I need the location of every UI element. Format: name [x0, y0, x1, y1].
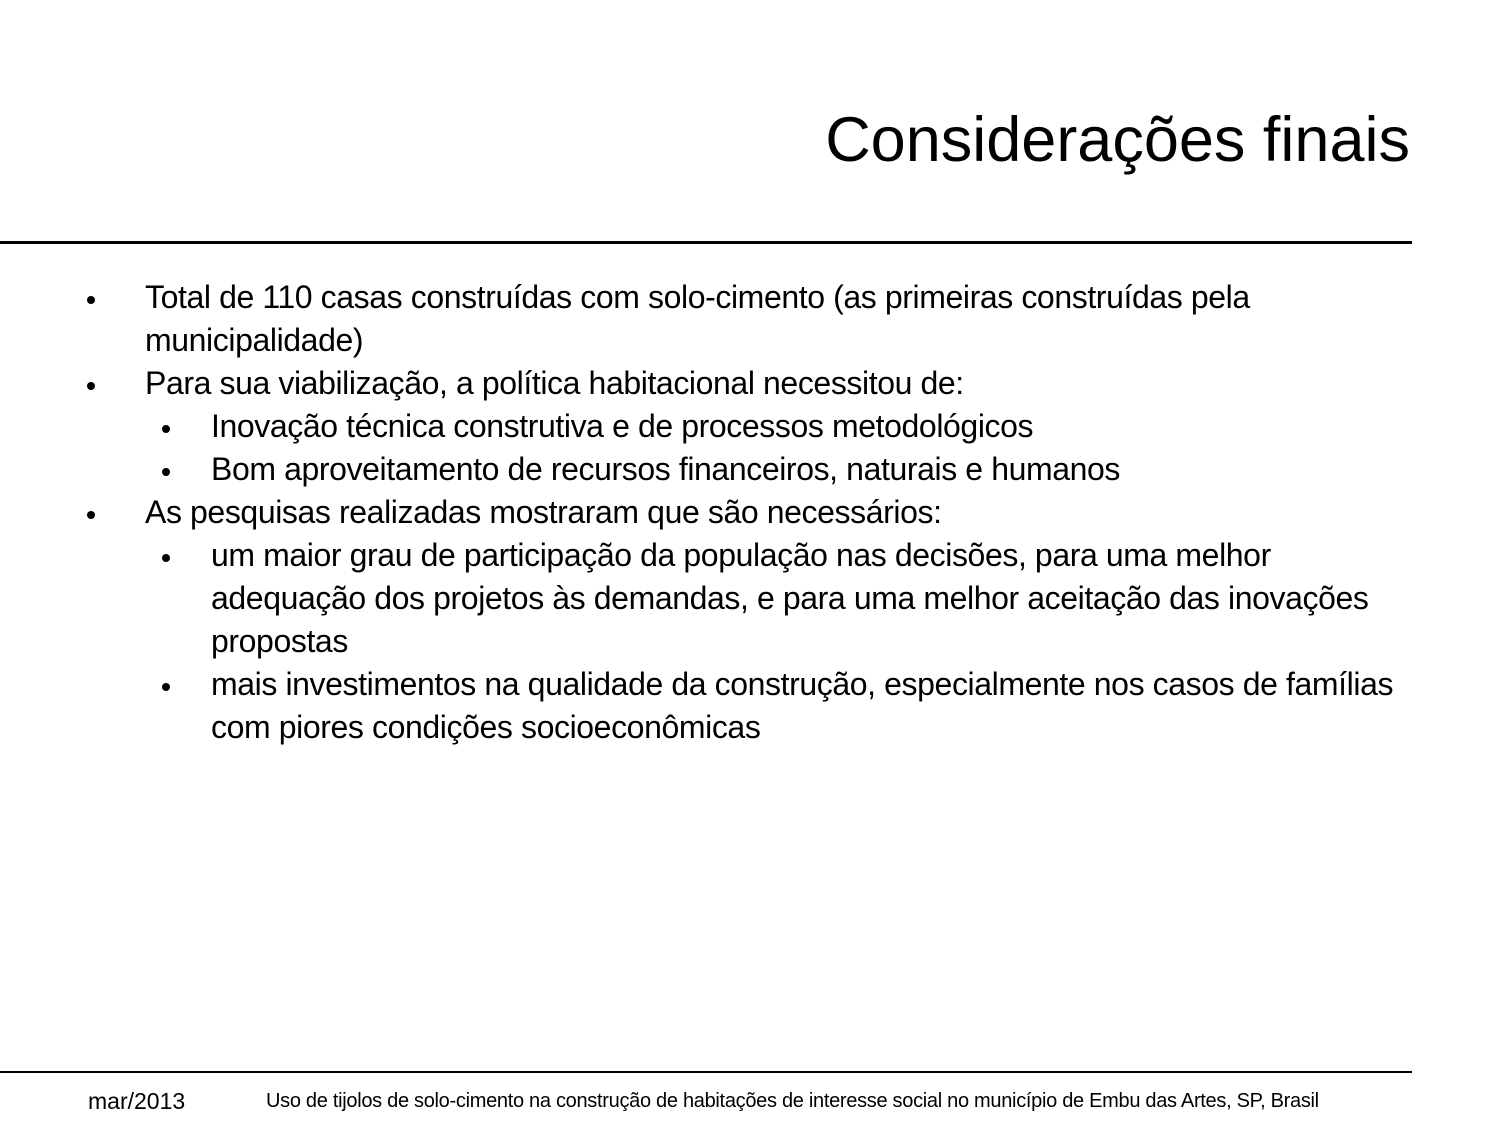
sub-bullet-text: Bom aproveitamento de recursos financeiros, naturais e humanos	[211, 451, 1121, 487]
slide-content	[0, 276, 1500, 749]
sub-bullet-item	[0, 448, 1411, 491]
title-divider	[0, 241, 1412, 244]
bullet-dot-icon	[162, 554, 170, 562]
bullet-dot-icon	[87, 511, 95, 519]
bullet-dot-icon	[162, 468, 170, 476]
slide-title: Considerações finais	[825, 105, 1410, 175]
footer-caption: Uso de tijolos de solo-cimento na construção de habitações de interesse social no município de Embu das Artes, SP, Brasil	[266, 1090, 1319, 1112]
sub-bullet-item	[0, 405, 1411, 448]
sub-bullet-text: mais investimentos na qualidade da construção, especialmente nos casos de famílias com piores condições socioeconômicas	[211, 666, 1394, 745]
bullet-dot-icon	[162, 683, 170, 691]
footer-date: mar/2013	[88, 1088, 186, 1114]
sub-bullet-item	[0, 534, 1411, 663]
sub-bullet-item	[0, 663, 1411, 749]
bullet-item	[0, 362, 1345, 405]
bullet-dot-icon	[87, 382, 95, 390]
bullet-dot-icon	[87, 296, 95, 304]
bullet-text: Total de 110 casas construídas com solo-cimento (as primeiras construídas pela municipalidade)	[145, 279, 1250, 358]
sub-bullet-text: um maior grau de participação da população nas decisões, para uma melhor adequação dos projetos às demandas, e para uma melhor aceitação das inovações propostas	[211, 537, 1369, 659]
bullet-dot-icon	[162, 425, 170, 433]
sub-bullet-text: Inovação técnica construtiva e de processos metodológicos	[211, 408, 1034, 444]
bullet-text: Para sua viabilização, a política habitacional necessitou de:	[145, 365, 964, 401]
bullet-item	[0, 276, 1345, 362]
footer-divider	[0, 1071, 1412, 1073]
bullet-text: As pesquisas realizadas mostraram que são necessários:	[145, 494, 942, 530]
bullet-list	[0, 276, 1500, 749]
bullet-item	[0, 491, 1345, 534]
